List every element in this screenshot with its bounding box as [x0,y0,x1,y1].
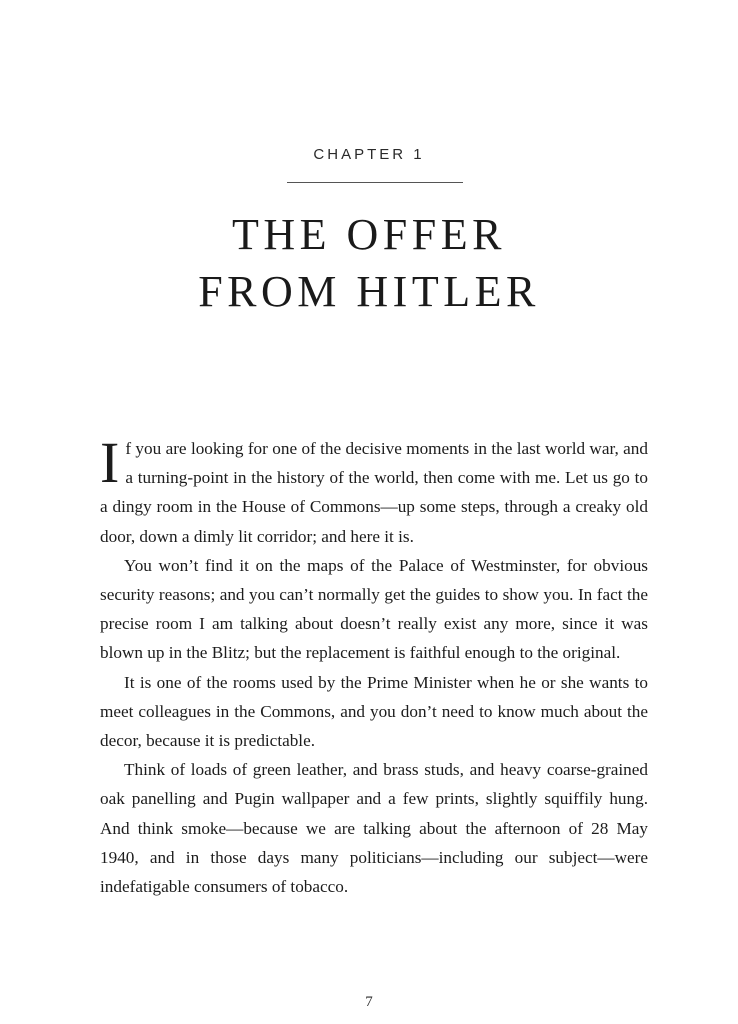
chapter-label: CHAPTER 1 [313,146,425,163]
paragraph-1 [100,430,648,551]
chapter-title-line-2: FROM HITLER [198,267,540,316]
chapter-body [100,430,648,901]
paragraph-1-text: f you are looking for one of the decisive moments in the last world war, and a turning-point in the history of the world, then come with me. Let us go to a dingy room in the House of Commons—up some steps, through a creaky old door, down a dimly lit corridor; and here it is. [100,439,648,546]
chapter-title [0,206,738,320]
drop-cap: I [100,430,120,495]
chapter-title-line-1: THE OFFER [232,210,506,259]
paragraph-4: Think of loads of green leather, and brass studs, and heavy coarse-grained oak panelling and Pugin wallpaper and a few prints, slightly squiffily hung. And think smoke—because we are talking about the afternoon of 28 May 1940, and in those days many politicians—including our subject—were indefatigable consumers of tobacco. [100,760,648,897]
paragraph-3: It is one of the rooms used by the Prime Minister when he or she wants to meet colleagues in the Commons, and you don’t need to know much about the decor, because it is predictable. [100,672,648,751]
paragraph-2: You won’t find it on the maps of the Palace of Westminster, for obvious security reasons; and you can’t normally get the guides to show you. In fact the precise room I am talking about doesn’t really exist any more, since it was blown up in the Blitz; but the replacement is faithful enough to the original. [100,555,648,663]
page-number: 7 [365,994,373,1010]
chapter-divider [287,182,463,183]
